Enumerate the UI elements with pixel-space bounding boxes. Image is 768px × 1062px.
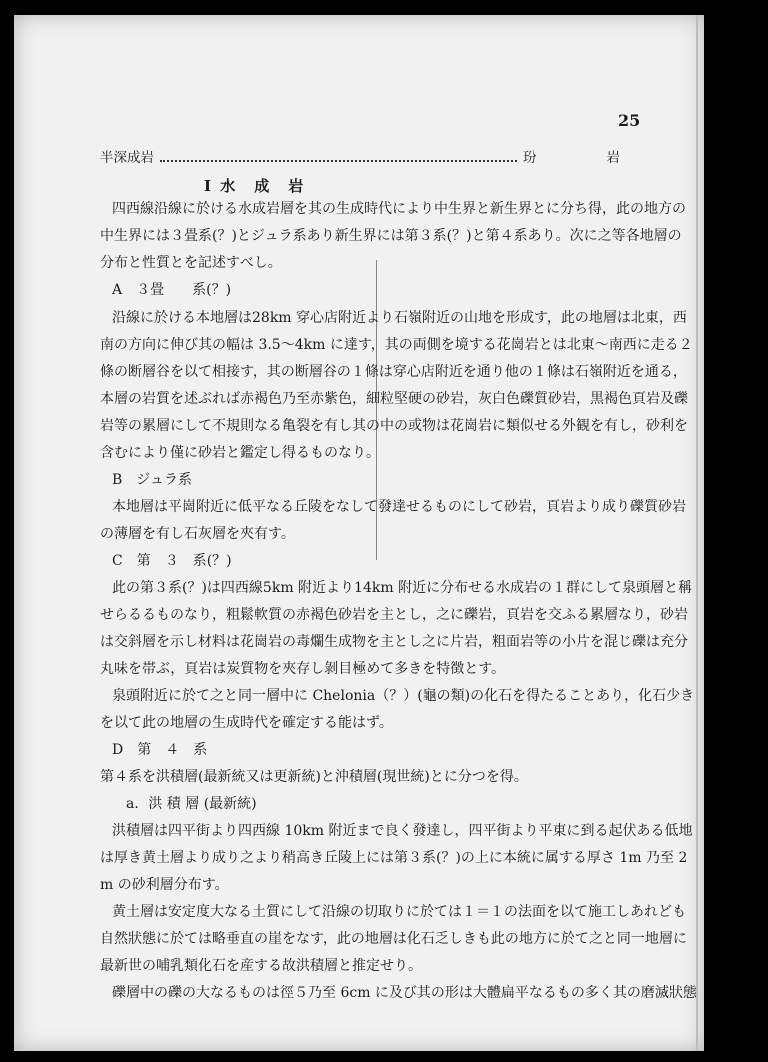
- chapter-heading: I 水 成 岩: [204, 177, 306, 195]
- dot-leader: [160, 160, 517, 162]
- body-line: は交斜層を示し材料は花崗岩の毒爛生成物を主とし之に片岩，粗面岩等の小片を混じ礫は充分: [100, 634, 688, 650]
- section-heading: C 第 ３ 系(？): [112, 553, 232, 569]
- section-heading: A ３畳 系(？): [112, 282, 232, 298]
- body-line: 岩等の累層にして不規則なる亀裂を有し其の中の或物は花崗岩に類似せる外観を有し，砂利を: [100, 418, 688, 434]
- intro-line: 四西線沿線に於ける水成岩層を其の生成時代により中生界と新生界とに分ち得，此の地方の: [112, 201, 686, 217]
- body-line: 黄土層は安定度大なる土質にして沿線の切取りに於ては１＝１の法面を以て施工しあれども: [112, 904, 686, 920]
- toc-right2: 岩: [606, 150, 620, 166]
- body-line: 泉頭附近に於て之と同一層中に Chelonia（？）(龜の類)の化石を得たることあり，化石少き: [112, 688, 695, 704]
- body-line: 最新世の哺乳類化石を産する故洪積層と推定せり。: [100, 958, 422, 974]
- body-line: せらるるものなり，粗鬆軟質の赤褐色砂岩を主とし，之に礫岩，頁岩を交ふる累層なり，砂岩: [100, 607, 688, 623]
- body-line: 南の方向に伸び其の幅は 3.5～4km に達す，其の両側を境する花崗岩とは北東～南西に走る２: [100, 337, 693, 353]
- body-line: は厚き黄土層より成り之より稍高き丘陵上には第３系(？)の上に本統に属する厚さ 1m 乃至 2: [100, 850, 688, 866]
- body-line: 第４系を洪積層(最新統又は更新統)と沖積層(現世統)とに分つを得。: [100, 769, 528, 785]
- body-line: 本層の岩質を述ぶれば赤褐色乃至赤紫色，細粒堅硬の砂岩，灰白色礫質砂岩，黒褐色頁岩及礫: [100, 391, 688, 407]
- body-line: 丸味を帯ぶ，頁岩は炭質物を夾存し剝目極めて多きを特徴とす。: [100, 661, 506, 677]
- body-line: 自然狀態に於ては略垂直の崖をなす，此の地層は化石乏しきも此の地方に於て之と同一地層に: [100, 931, 687, 947]
- document-page: [14, 15, 704, 1051]
- body-line: 此の第３系(？)は四西線5km 附近より14km 附近に分布せる水成岩の１群にして泉頭層と稱: [112, 580, 693, 596]
- body-line: m の砂利層分布す。: [100, 877, 229, 893]
- intro-line: 中生界には３畳系(？)とジュラ系あり新生界には第３系(？)と第４系あり。次に之等各地層の: [100, 228, 682, 244]
- body-line: を以て此の地層の生成時代を確定する能はず。: [100, 715, 393, 731]
- body-line: 礫層中の礫の大なるものは徑５乃至 6cm に及び其の形は大體扁平なるもの多く其の磨滅狀態: [112, 985, 697, 1001]
- toc-left: 半深成岩: [100, 150, 154, 166]
- body-line: 洪積層は四平街より四西線 10km 附近まで良く發達し，四平街より平東に到る起伏ある低地: [112, 823, 693, 839]
- body-line: 沿線に於ける本地層は28km 穿心店附近より石嶺附近の山地を形成す，此の地層は北東，西: [112, 310, 687, 326]
- body-line: 本地層は平崗附近に低平なる丘陵をなして發達せるものにして砂岩，頁岩より成り礫質砂岩: [112, 499, 686, 515]
- subsection-heading: a．洪 積 層 (最新統): [126, 796, 257, 812]
- section-heading: B ジュラ系: [112, 472, 193, 488]
- section-heading: D 第 ４ 系: [112, 742, 208, 758]
- page-number: 25: [618, 111, 641, 130]
- body-line: 條の断層谷を以て相接す，其の断層谷の１條は穿心店附近を通り他の１條は石嶺附近を通る，: [100, 364, 687, 380]
- body-line: 含むにより僅に砂岩と鑑定し得るものなり。: [100, 445, 380, 461]
- toc-right1: 玢: [523, 150, 537, 166]
- page-edge: [696, 15, 698, 1051]
- toc-line: [100, 146, 620, 166]
- body-line: の薄層を有し石灰層を夾有す。: [100, 526, 295, 542]
- intro-line: 分布と性質とを記述すべし。: [100, 255, 282, 271]
